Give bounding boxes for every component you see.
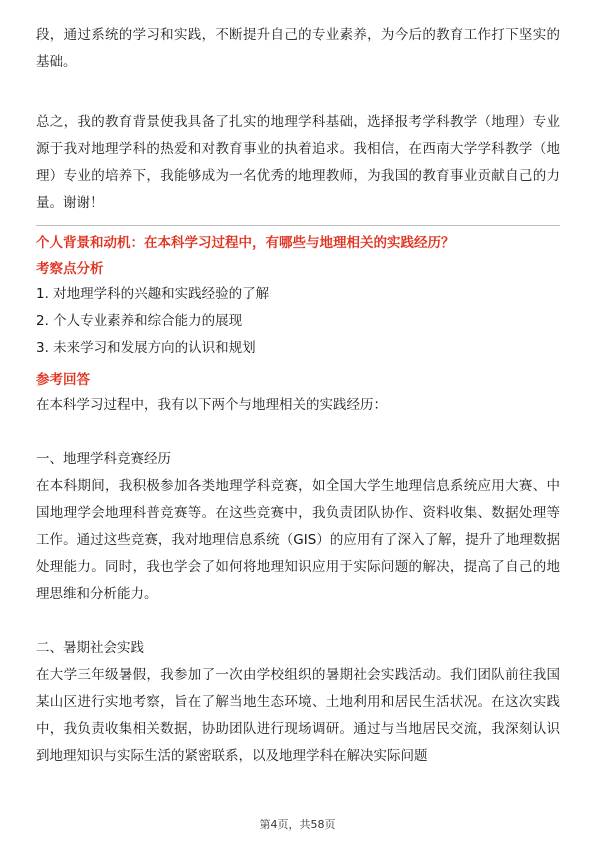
- section-body: 在本科期间，我积极参加各类地理学科竞赛，如全国大学生地理信息系统应用大赛、中国地理学会地理科普竞赛等。在这些竞赛中，我负责团队协作、资料收集、数据处理等工作。通过这些竞赛，我对地理信息系统（GIS）的应用有了深入了解，提升了地理数据处理能力。同时，我也学会了如何将地理知识应用于实际问题的解决，提高了自己的地理思维和分析能力。: [36, 478, 560, 602]
- spacer: [36, 608, 560, 635]
- analysis-item: 3. 未来学习和发展方向的认识和规划: [36, 340, 256, 356]
- spacer: [36, 419, 560, 446]
- analysis-item: 1. 对地理学科的兴趣和实践经验的了解: [36, 286, 270, 302]
- intro-paragraph-continued: 段，通过系统的学习和实践，不断提升自己的专业素养，为今后的教育工作打下坚实的基础。: [36, 27, 560, 70]
- section-divider: [36, 225, 560, 226]
- page-footer: 第4页，共58页: [259, 818, 336, 831]
- answer-intro: 在本科学习过程中，我有以下两个与地理相关的实践经历：: [36, 397, 387, 413]
- analysis-item: 2. 个人专业素养和综合能力的展现: [36, 313, 243, 329]
- intro-paragraph-summary: 总之，我的教育背景使我具备了扎实的地理学科基础，选择报考学科教学（地理）专业源于我对地理学科的热爱和对教育事业的执着追求。我相信，在西南大学学科教学（地理）专业的培养下，我能够成为一名优秀的地理教师，为我国的教育事业贡献自己的力量。谢谢！: [36, 114, 560, 211]
- section-body: 在大学三年级暑假，我参加了一次由学校组织的暑期社会实践活动。我们团队前往我国某山区进行实地考察，旨在了解当地生态环境、土地利用和居民生活状况。在这次实践中，我负责收集相关数据，协助团队进行现场调研。通过与当地居民交流，我深刻认识到地理知识与实际生活的紧密联系，以及地理学科在解决实际问题: [36, 667, 560, 764]
- page-content: [36, 22, 560, 770]
- section-heading: 一、地理学科竞赛经历: [36, 451, 171, 467]
- question-title: 个人背景和动机：在本科学习过程中，有哪些与地理相关的实践经历？: [36, 235, 455, 251]
- answer-label: 参考回答: [36, 372, 90, 388]
- analysis-label: 考察点分析: [36, 261, 104, 277]
- section-heading: 二、暑期社会实践: [36, 640, 144, 656]
- spacer: [36, 76, 560, 103]
